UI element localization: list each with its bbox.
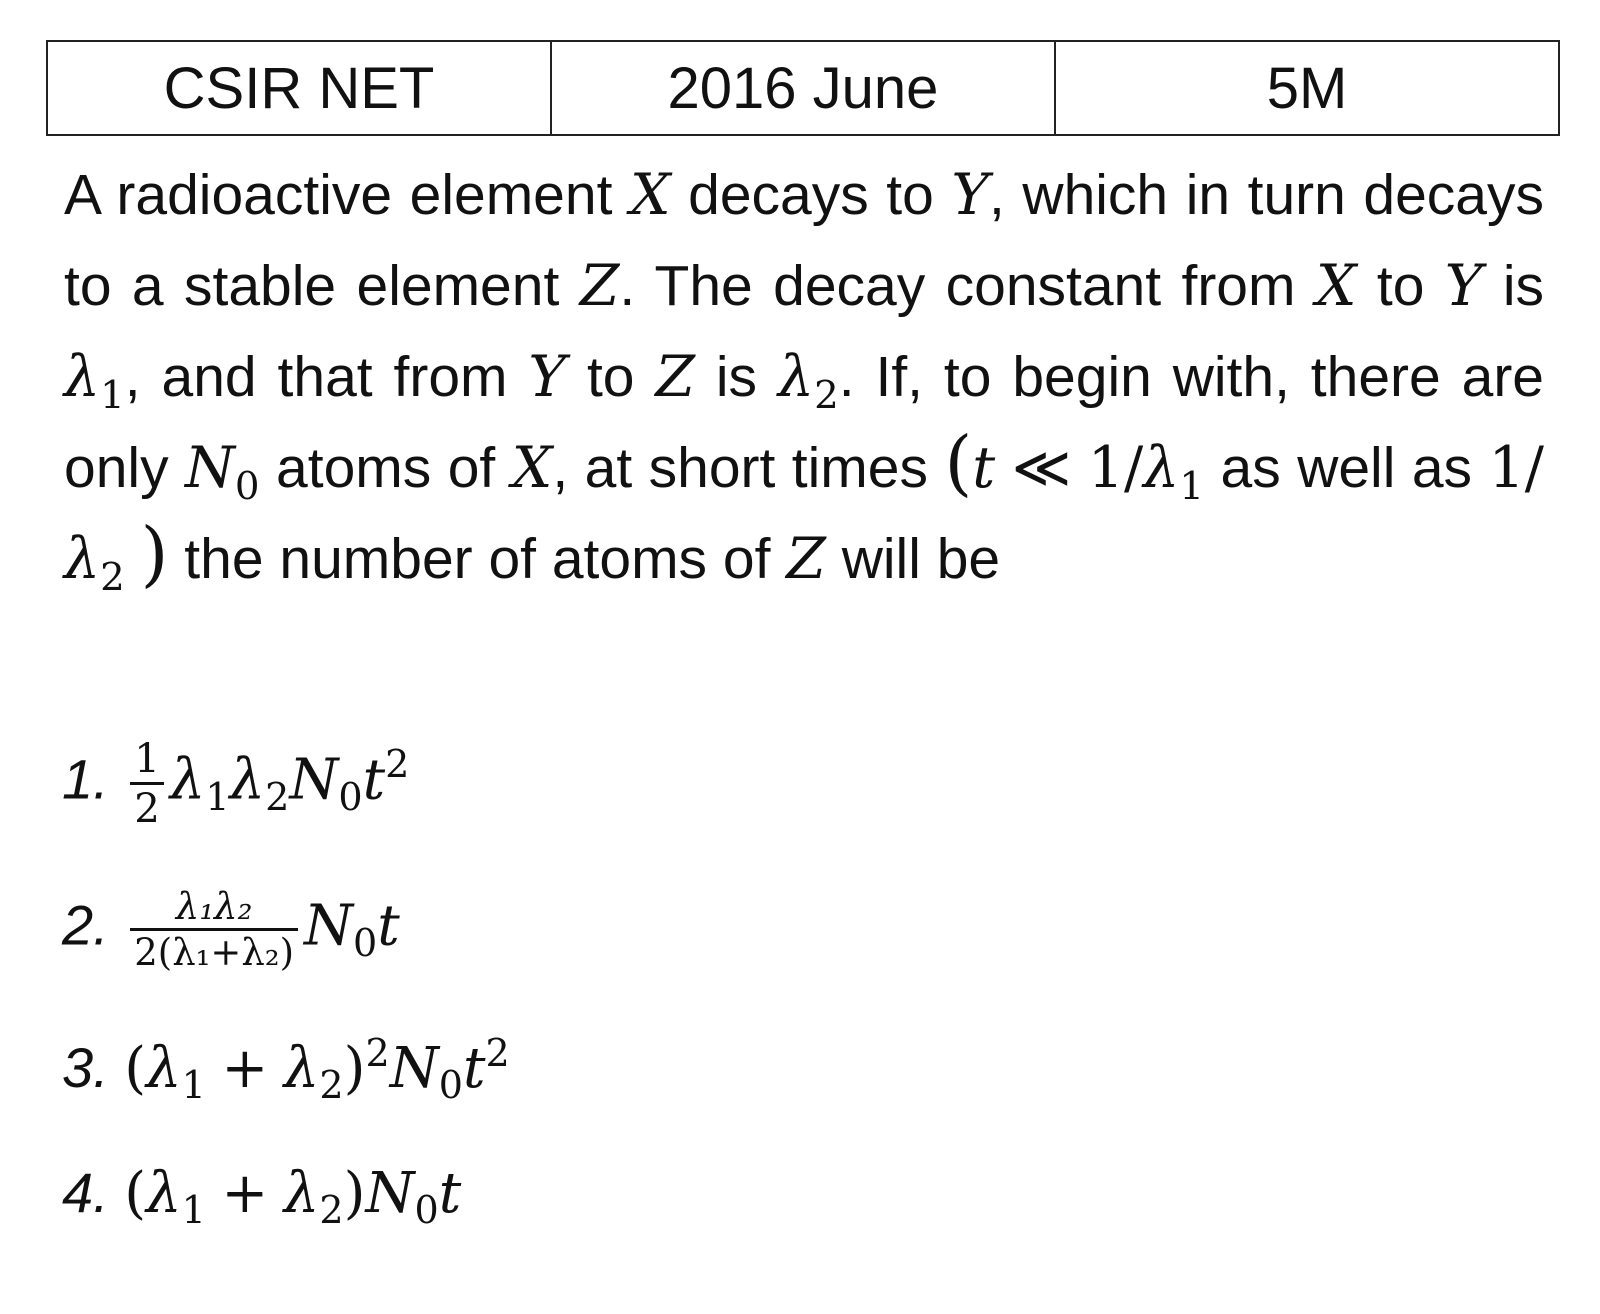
- marks-cell: 5M: [1055, 41, 1559, 135]
- header-row: [47, 41, 1559, 135]
- time-condition: (t ≪ $1/\lambda_1$: [944, 421, 1205, 509]
- fraction-half: $\frac{1}{2}$: [130, 735, 164, 832]
- session-cell: 2016 June: [551, 41, 1055, 135]
- n-zero: $N_0$: [185, 435, 260, 509]
- symbol-z: Z: [579, 253, 620, 319]
- exam-cell: CSIR NET: [47, 41, 551, 135]
- option-4[interactable]: 4. $(\lambda_1 + \lambda_2)N_0t$: [62, 1161, 462, 1233]
- option-2[interactable]: 2. $\frac{\text{λ₁λ₂}}{\text{2(λ₁+λ₂)}}$ $N_0t$: [62, 885, 400, 974]
- fraction-lambda: $\frac{\text{λ₁λ₂}}{\text{2(λ₁+λ₂)}}$: [130, 885, 298, 974]
- symbol-y: Y: [951, 162, 990, 228]
- lambda-2: $\lambda_2$: [777, 344, 839, 418]
- lambda-1: $\lambda_1$: [64, 344, 125, 418]
- symbol-x: X: [629, 162, 671, 228]
- question-text: A radioactive element X decays to Y, which in turn decays to a stable element Z. The decay constant from X to Y is $\lambda_1$, and that from Y to Z is $\lambda_2$. If, to begin with, there are only $N_0$ atoms of X, at short times (t ≪ $1/\lambda_1$ as well as $1/\lambda_2$ ) the number of atoms of Z will be: [64, 162, 1545, 600]
- option-3[interactable]: 3. $(\lambda_1 + \lambda_2)^2N_0t^2$: [62, 1031, 510, 1108]
- option-1[interactable]: 1. $\frac{1}{2}$ $\lambda_1\lambda_2N_0t^2$: [62, 735, 410, 832]
- header-table: [46, 40, 1560, 136]
